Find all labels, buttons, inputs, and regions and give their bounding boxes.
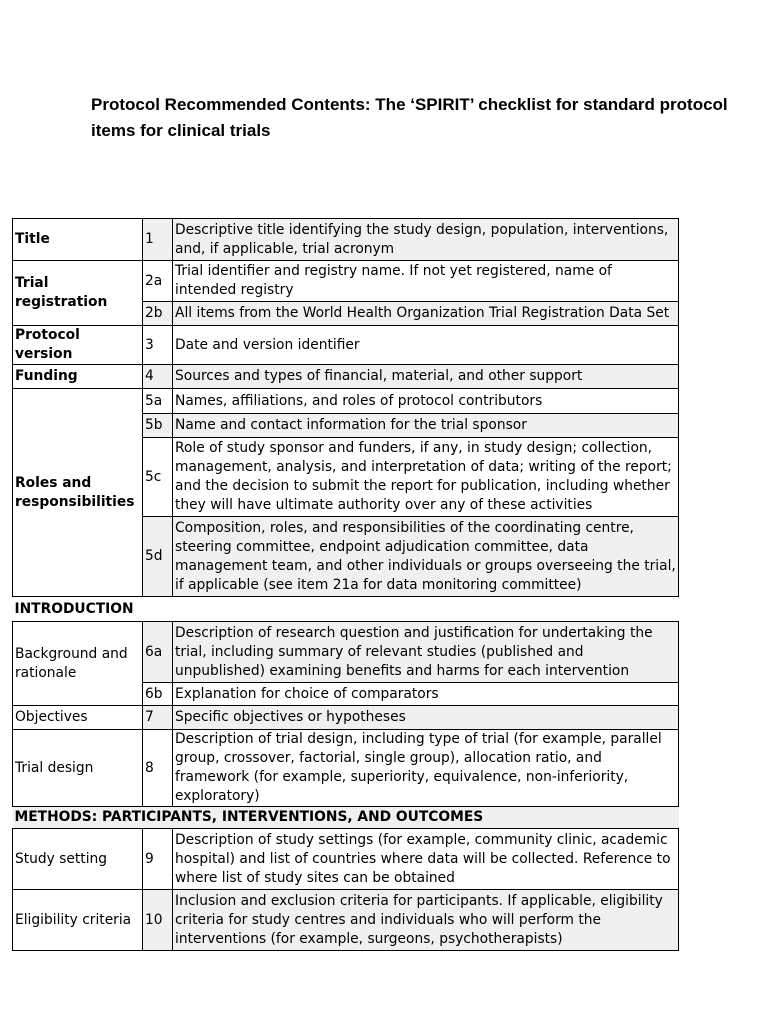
document-title: Protocol Recommended Contents: The ‘SPIRIT’ checklist for standard protocol items for clinical trials: [91, 95, 728, 140]
table-row: [13, 706, 679, 730]
item-description: Composition, roles, and responsibilities of the coordinating centre, steering committee, endpoint adjudication committee, data management team, and other individuals or groups overseeing the trial, if applicable (see item 21a for data monitoring committee): [173, 517, 679, 597]
section-label: Objectives: [13, 706, 143, 730]
item-number: 10: [143, 890, 173, 951]
item-number: 1: [143, 219, 173, 261]
item-description: Role of study sponsor and funders, if any, in study design; collection, management, analysis, and interpretation of data; writing of the report; and the decision to submit the report for publication, including whether they will have ultimate authority over any of these activities: [173, 438, 679, 517]
item-description: Specific objectives or hypotheses: [173, 706, 679, 730]
item-description: Date and version identifier: [173, 326, 679, 365]
item-description: Name and contact information for the trial sponsor: [173, 414, 679, 438]
section-label: Background and rationale: [13, 622, 143, 706]
section-heading-row: [13, 597, 679, 622]
section-label: Title: [13, 219, 143, 261]
table-row: [13, 261, 679, 302]
table-row: [13, 219, 679, 261]
section-heading: METHODS: PARTICIPANTS, INTERVENTIONS, AND OUTCOMES: [13, 807, 679, 829]
section-label: Study setting: [13, 829, 143, 890]
item-description: Inclusion and exclusion criteria for participants. If applicable, eligibility criteria for study centres and individuals who will perform the interventions (for example, surgeons, psychotherapists): [173, 890, 679, 951]
item-description: Description of research question and justification for undertaking the trial, including summary of relevant studies (published and unpublished) examining benefits and harms for each intervention: [173, 622, 679, 683]
item-number: 5c: [143, 438, 173, 517]
item-description: Sources and types of financial, material, and other support: [173, 365, 679, 389]
section-label: Protocol version: [13, 326, 143, 365]
item-number: 2a: [143, 261, 173, 302]
item-number: 8: [143, 730, 173, 807]
item-number: 5d: [143, 517, 173, 597]
section-label: Trial registration: [13, 261, 143, 326]
item-number: 3: [143, 326, 173, 365]
table-row: [13, 365, 679, 389]
section-label: Funding: [13, 365, 143, 389]
table-row: [13, 829, 679, 890]
item-number: 5a: [143, 389, 173, 414]
item-description: Explanation for choice of comparators: [173, 683, 679, 706]
item-description: All items from the World Health Organization Trial Registration Data Set: [173, 302, 679, 326]
item-description: Descriptive title identifying the study design, population, interventions, and, if applicable, trial acronym: [173, 219, 679, 261]
item-number: 9: [143, 829, 173, 890]
item-number: 5b: [143, 414, 173, 438]
table-row: [13, 730, 679, 807]
section-label: Roles and responsibilities: [13, 389, 143, 597]
table-row: [13, 389, 679, 414]
item-number: 7: [143, 706, 173, 730]
item-description: Description of trial design, including type of trial (for example, parallel group, crossover, factorial, single group), allocation ratio, and framework (for example, superiority, equivalence, non-inferiority, exploratory): [173, 730, 679, 807]
table-row: [13, 890, 679, 951]
section-label: Trial design: [13, 730, 143, 807]
item-number: 2b: [143, 302, 173, 326]
item-number: 6a: [143, 622, 173, 683]
section-label: Eligibility criteria: [13, 890, 143, 951]
item-number: 6b: [143, 683, 173, 706]
item-number: 4: [143, 365, 173, 389]
item-description: Trial identifier and registry name. If not yet registered, name of intended registry: [173, 261, 679, 302]
item-description: Description of study settings (for example, community clinic, academic hospital) and list of countries where data will be collected. Reference to where list of study sites can be obtained: [173, 829, 679, 890]
item-description: Names, affiliations, and roles of protocol contributors: [173, 389, 679, 414]
table-row: [13, 326, 679, 365]
section-heading-row: [13, 807, 679, 829]
spirit-checklist-table: [12, 218, 679, 951]
section-heading: INTRODUCTION: [14, 600, 134, 617]
table-row: [13, 622, 679, 683]
